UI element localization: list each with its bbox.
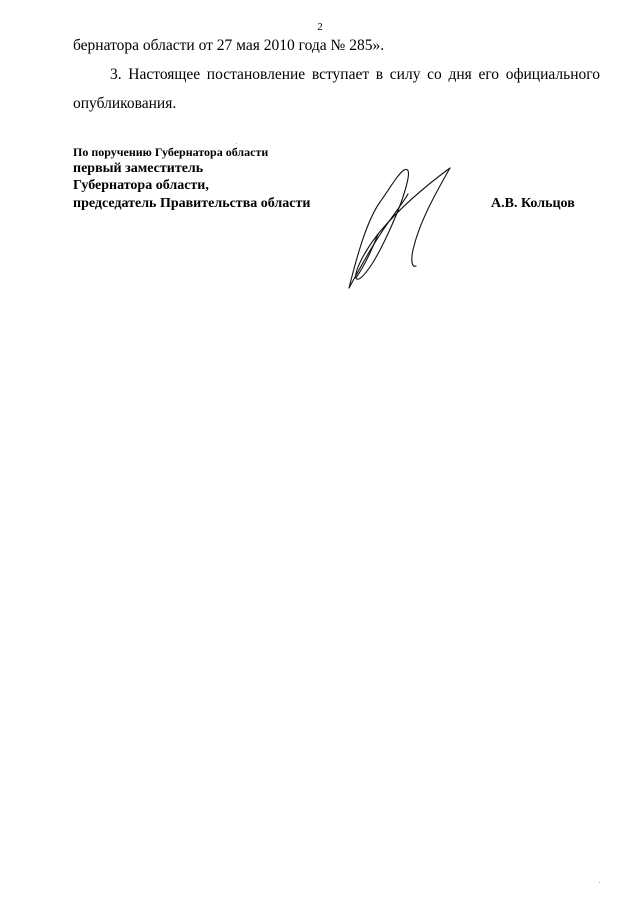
body-text-line: бернатора области от 27 мая 2010 года № 285». [73,37,385,54]
scan-speck [236,143,237,144]
signer-position-line-2: Губернатора области, [73,178,209,193]
scan-speck [599,882,600,883]
page-number: 2 [317,21,323,33]
paragraph-3-line-2: опубликования. [73,95,177,112]
handwritten-signature-icon [342,160,454,290]
signer-position-line-3: председатель Правительства области [73,196,311,211]
signature-instruction: По поручению Губернатора области [73,145,269,159]
paragraph-3-line-1: 3. Настоящее постановление вступает в силу со дня его официального [110,66,600,83]
signer-name: А.В. Кольцов [491,196,575,211]
signer-position-line-1: первый заместитель [73,161,204,176]
